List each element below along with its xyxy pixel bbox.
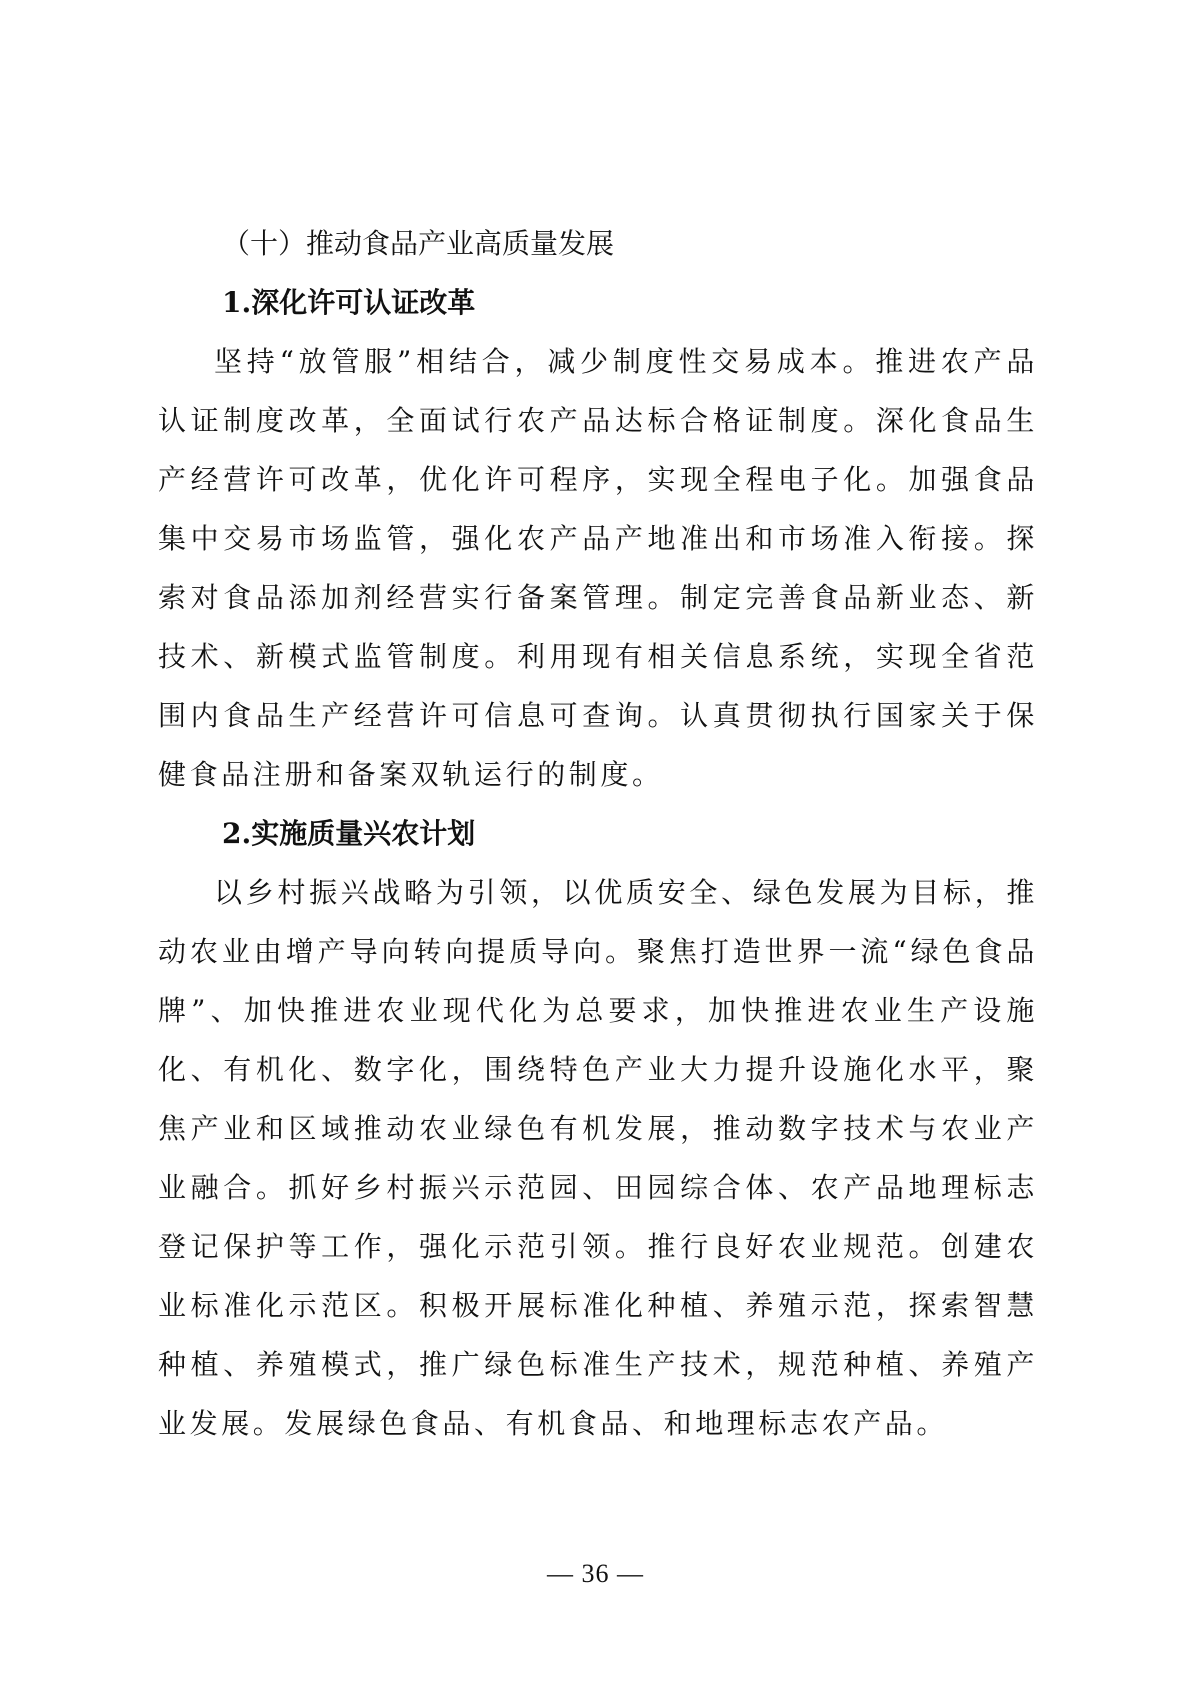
paragraph-2: 以乡村振兴战略为引领，以优质安全、绿色发展为目标，推动农业由增产导向转向提质导向。聚焦打造世界一流“绿色食品牌”、加快推进农业现代化为总要求，加快推进农业生产设施化、有机化、数字化，围绕特色产业大力提升设施化水平，聚焦产业和区域推动农业绿色有机发展，推动数字技术与农业产业融合。抓好乡村振兴示范园、田园综合体、农产品地理标志登记保护等工作，强化示范引领。推行良好农业规范。创建农业标准化示范区。积极开展标准化种植、养殖示范，探索智慧种植、养殖模式，推广绿色标准生产技术，规范种植、养殖产业发展。发展绿色食品、有机食品、和地理标志农产品。: [158, 876, 1038, 1440]
page-number: — 36 —: [547, 1559, 644, 1588]
subsection-heading-1: 1.深化许可认证改革: [222, 286, 476, 319]
subsection-heading-2: 2.实施质量兴农计划: [222, 817, 476, 850]
page-body: [158, 214, 1038, 1453]
section-heading: （十）推动食品产业高质量发展: [222, 227, 615, 260]
paragraph-1: 坚持“放管服”相结合，减少制度性交易成本。推进农产品认证制度改革，全面试行农产品达标合格证制度。深化食品生产经营许可改革，优化许可程序，实现全程电子化。加强食品集中交易市场监管，强化农产品产地准出和市场准入衔接。探索对食品添加剂经营实行备案管理。制定完善食品新业态、新技术、新模式监管制度。利用现有相关信息系统，实现全省范围内食品生产经营许可信息可查询。认真贯彻执行国家关于保健食品注册和备案双轨运行的制度。: [158, 345, 1038, 791]
